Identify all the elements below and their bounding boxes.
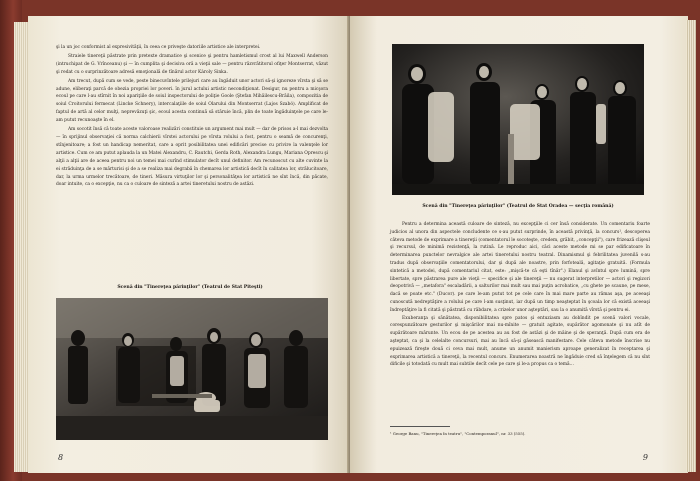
right-page-text <box>390 221 650 369</box>
right-paragraph-2: Exuberanţa şi sănătatea, disponibilitatea spre patos şi entuziasm au dobîndit pe scenă valori vocale, corespunzătoare gesturilor şi mişcărilor mai nu-mînite — gratuit agitate, supărător agomonate şi nu atît de supărătoare mărunte. Un ecou de pe acestea au au fost de astăzi şi de mâine şi de speranţă. După cum era de aşteptat, ca şi la celelalte concursuri, mai au încă să-şi găsească manifestare. Cele câteva metode înscrise nu epuizează fireşte două ci ceva mai mult, anume un anumit manierism aproape generalizat în receptarea şi exprimarea artistică a tinereţii, la recentul concurs. Enumerarea noastră ne îngăduie cred să înţelegem că nu sînt dificile şi totodată cu mult mai subtile decît cele pe care şi le-a propus ca o temă... <box>390 315 650 368</box>
page-edges-right <box>686 20 696 472</box>
left-page-text <box>56 44 328 190</box>
left-page-number: 8 <box>58 453 64 462</box>
right-stage-photo <box>392 44 644 195</box>
right-paragraph-1: Pentru a determina această culoare de sinteză, nu excepţiile ci cer însă considerate. Un comentariu foarte judicios al unora din aspectele concludente ce s-au putut surprinde, în această privinţă, la concurs¹, descoperea câteva metode de exprimare a tinereţii (comentatorul le socoteşte, credem, grăbit, „concepţii"), care frizează clişeul şi recursul, de minimă rezistenţă, la rutină. Le reproduc aici, căci aceste metode mi se par edificatoare în determinarea punctelor nevralgice ale artei tineretului nostru teatral. Dinamismul şi febrilitatea juvenilă s-au tradus după observaţiile comentatorului, dar şi după ale noastre, prin forfoteală, agitaţie gratuită. (Formula sintetică a metodei, după comentariul citat, este: „mişcă-te că eşti tînăr".) Elanul şi avîntul spre lumină, spre libertate, spre păstrarea pure ale vieţii — specifice şi ale tinereţii — nu sugerat interpretilor — actori şi regizori deopotrivă — „metafora" escaladării, a salturilor mai mult sau mai puţin acrobatice, „cu ghete pe scaune, pe mese, dacă se poate etc." (Ducor). pe care le-am putut tot pe cele care în mai mare parte au rămas aşa, pe aceeaşi cunoscută nedreptăţire a rolului pe care l-am susţinut, iar după un timp neaşteptat în şcoala lor că există aceeaşi îndreptăţire la fi citată şi păstrată cu răbdare, a crizelor unor aşteptări, sau la o anumită vîrstă şi pentru ei. <box>390 222 650 313</box>
right-page-number: 9 <box>642 453 648 462</box>
left-paragraph-1: şi la un joc conformist al expresivităţii, în ceea ce priveşte datoriile artistice ale interpretei. <box>56 45 261 50</box>
footnote: ¹ George Banu, "Tinereţea în teatru", "Contemporanul", nr. 33 (555). <box>390 431 526 436</box>
right-photo-caption: Scenă din "Tinereţea părinţilor" (Teatrul de Stat Oradea — secţia română) <box>422 204 614 209</box>
left-paragraph-3: Am trecut, după cum se vede, peste binecuvîntele prilejuri care au îngăduit unor actori să-şi ignoreze vîrsta şi să se adune, eliberaţi parcă de obezia propriei lor poveri. în jurul actului artistic necondiţionat. Desigur, nu pentru a micşora ecoul pe care l-au stîrnit în noi apariţiile de soiul inspectorului de poliţie Goole (Ştefan Mihăilescu-Brăila), compozitia de soiul Croitorului fermecat (Lincke Schnery), intercalaţiile de soiul Olarului din Montserrat (Lajos Szabó). Amplificat de faptul de artă al celor mulţi, neprevăzuţi şic, ecoul acesta continuă să stăruie încă, plin de toate îngăduinţele pe care le-am putut recunoaşte în el. <box>56 78 328 124</box>
right-page <box>350 16 688 473</box>
left-paragraph-4: Am socotit însă că toate aceste valoroase realizări constituie un argument mai mult — dar de prisos a-l mai dezvolta — în sprijinul observaţiei că norma calchierii vîrstei actorului pe vîrsta rolului a fost, pentru o seamă de concurenţi, stînjenitoare; a fost un handicap nemeritat, care a oprit posibilitatea unei edificări precise cu privire la valenţele lor artistice. Cum ce am putut aplauda la un Matei Alexandru, C. Rautchi, Gerda Roth, Alexandra Lungu, Mariana Oprescu şi alţii a alţii are de aceea pentru noi un temei mai curînd stimulator decît unul definitor. Am recunoscut cu alte cuvinte la ei străduinţa de a se mărturisi şi de a se realiza mai degrabă în chemarea lor artistică decît în calitatea lor, strălucitoare, dar, la urma urmelor trecătoare, de tineri. Măsura virtuţilor lor şi personalităţea lor artistică ne sînt încă, din păcate, doar intuite, ca o excepţie, nu ca o culoare de sinteză a artei tineretului nostru de astăzi. <box>56 127 328 188</box>
left-paragraph-2: Straiele tinereţii păstrate prin pretexte dramatice şi scenice şi pentru hamletismul crost al lui Maxwell Anderson (intruchipat de G. Vrînceanu) şi — în cumplita şi decisiva oră a vieţii sale — pentru răzvrătitorul ofiţer Montserrat, văzut şi redat cu o surprinzătoare adresă emoţională de tînărul actor Károly Sinka. <box>56 53 328 75</box>
footnote-rule <box>390 426 450 427</box>
left-photo-caption: Scenă din "Tinereţea părinţilor" (Teatrul de Stat Piteşti) <box>117 285 263 290</box>
left-stage-photo <box>56 298 328 440</box>
left-page <box>28 16 350 473</box>
